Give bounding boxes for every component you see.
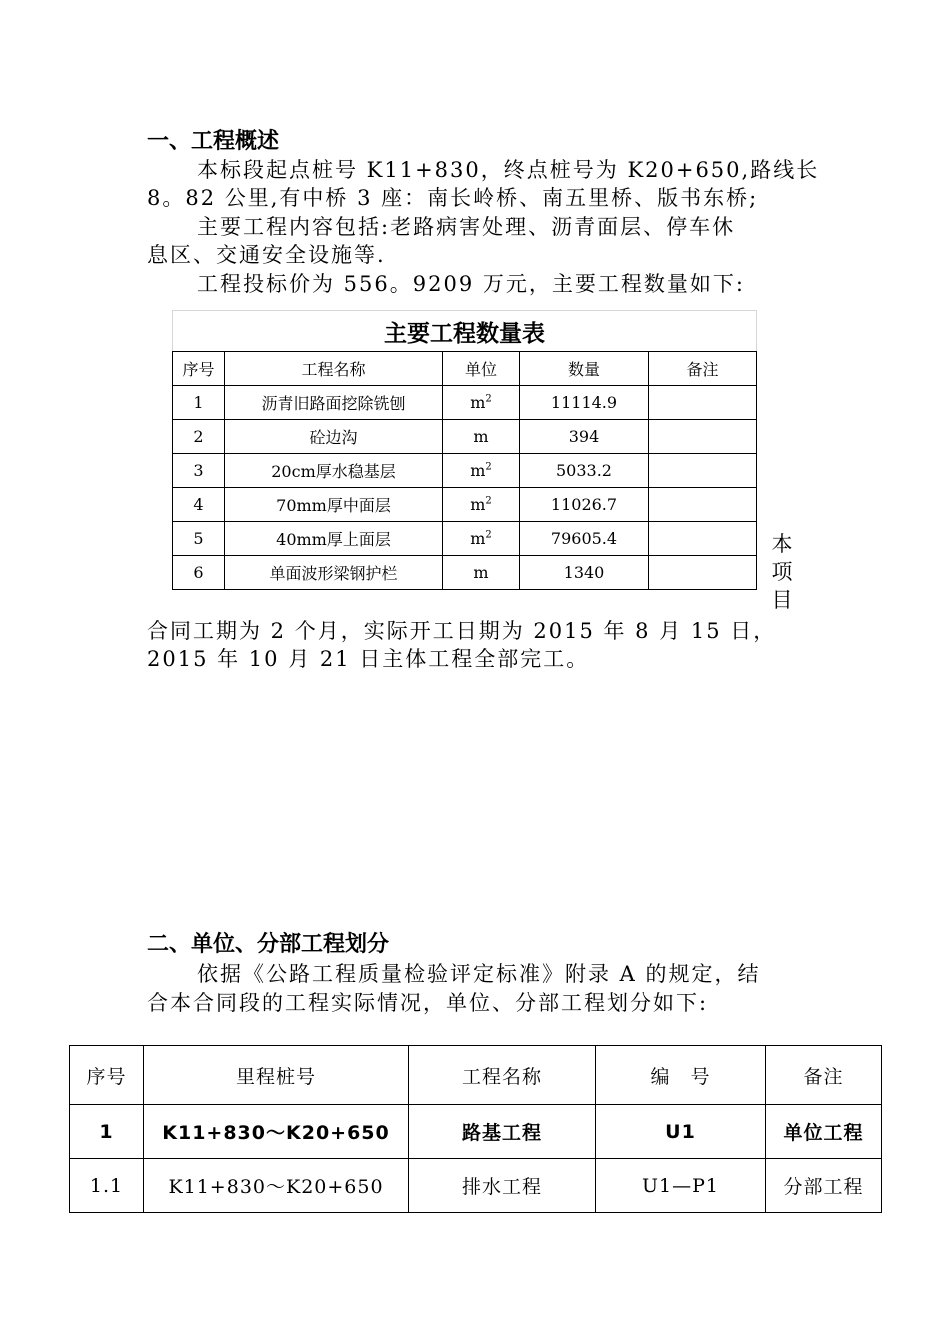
- period-line-1: 合同工期为 2 个月，实际开工日期为 2015 年 8 月 15 日，: [147, 619, 777, 643]
- row-no: 5: [173, 522, 225, 556]
- side-char: 目: [771, 588, 793, 612]
- section1-heading: 一、工程概述: [147, 129, 280, 154]
- row-no: 4: [173, 488, 225, 522]
- row-name: 20cm厚水稳基层: [225, 454, 443, 488]
- row-unit: [443, 386, 520, 420]
- row-station: K11+830～K20+650: [144, 1159, 409, 1213]
- table-row: [70, 1105, 882, 1159]
- section2-line-1: 依据《公路工程质量检验评定标准》附录 A 的规定，结: [197, 962, 761, 986]
- row-note: [649, 454, 757, 488]
- row-unit: [443, 420, 520, 454]
- section2-line-2: 合本合同段的工程实际情况，单位、分部工程划分如下:: [147, 991, 709, 1015]
- unit-text: m: [473, 563, 489, 582]
- period-line-2: 2015 年 10 月 21 日主体工程全部完工。: [147, 647, 590, 671]
- table-row: [173, 420, 757, 454]
- row-qty: 11026.7: [520, 488, 649, 522]
- unit-sup: 2: [485, 461, 492, 473]
- quantity-table-title: 主要工程数量表: [173, 311, 757, 352]
- row-name: 排水工程: [409, 1159, 596, 1213]
- table-row: [70, 1159, 882, 1213]
- row-note: 单位工程: [766, 1105, 882, 1159]
- header-cell: 工程名称: [409, 1046, 596, 1105]
- header-cell: 备注: [766, 1046, 882, 1105]
- row-qty: 79605.4: [520, 522, 649, 556]
- header-cell: 数量: [520, 352, 649, 386]
- division-table: [69, 1045, 882, 1213]
- table-row: [173, 522, 757, 556]
- row-name: 单面波形梁钢护栏: [225, 556, 443, 590]
- side-char: 本: [771, 532, 793, 556]
- header-cell: 编 号: [596, 1046, 766, 1105]
- unit-sup: 2: [485, 495, 492, 507]
- row-name: 砼边沟: [225, 420, 443, 454]
- header-cell: 里程桩号: [144, 1046, 409, 1105]
- row-unit: [443, 488, 520, 522]
- unit-text: m: [473, 427, 489, 446]
- unit-text: m: [470, 461, 486, 480]
- quantity-table-title-row: [173, 311, 757, 352]
- table-row: [173, 386, 757, 420]
- row-code: U1: [596, 1105, 766, 1159]
- row-note: [649, 556, 757, 590]
- row-name: 路基工程: [409, 1105, 596, 1159]
- division-table-header-row: [70, 1046, 882, 1105]
- unit-sup: 2: [485, 393, 492, 405]
- unit-text: m: [470, 495, 486, 514]
- quantity-table-header-row: [173, 352, 757, 386]
- unit-text: m: [470, 529, 486, 548]
- header-cell: 序号: [70, 1046, 144, 1105]
- table-row: [173, 454, 757, 488]
- unit-text: m: [470, 393, 486, 412]
- row-code: U1—P1: [596, 1159, 766, 1213]
- row-station: K11+830～K20+650: [144, 1105, 409, 1159]
- section1-line-2: 8。82 公里,有中桥 3 座：南长岭桥、南五里桥、版书东桥;: [147, 186, 759, 210]
- section1-line-1: 本标段起点桩号 K11+830，终点桩号为 K20+650,路线长: [197, 158, 820, 182]
- row-note: [649, 420, 757, 454]
- row-no: 6: [173, 556, 225, 590]
- row-no: 1: [70, 1105, 144, 1159]
- row-no: 1.1: [70, 1159, 144, 1213]
- row-no: 1: [173, 386, 225, 420]
- row-note: 分部工程: [766, 1159, 882, 1213]
- unit-sup: 2: [485, 529, 492, 541]
- side-char: 项: [771, 560, 793, 584]
- row-unit: [443, 556, 520, 590]
- row-note: [649, 488, 757, 522]
- row-qty: 1340: [520, 556, 649, 590]
- table-row: [173, 556, 757, 590]
- row-note: [649, 522, 757, 556]
- row-name: 70mm厚中面层: [225, 488, 443, 522]
- header-cell: 序号: [173, 352, 225, 386]
- section1-line-3: 主要工程内容包括:老路病害处理、沥青面层、停车休: [197, 215, 736, 239]
- row-name: 40mm厚上面层: [225, 522, 443, 556]
- row-qty: 394: [520, 420, 649, 454]
- row-qty: 11114.9: [520, 386, 649, 420]
- header-cell: 工程名称: [225, 352, 443, 386]
- side-vertical-text: [770, 530, 794, 614]
- row-qty: 5033.2: [520, 454, 649, 488]
- row-name: 沥青旧路面挖除铣刨: [225, 386, 443, 420]
- section1-line-4: 息区、交通安全设施等.: [147, 243, 386, 267]
- row-no: 3: [173, 454, 225, 488]
- header-cell: 备注: [649, 352, 757, 386]
- table-row: [173, 488, 757, 522]
- section1-line-5: 工程投标价为 556。9209 万元，主要工程数量如下:: [197, 272, 745, 296]
- row-note: [649, 386, 757, 420]
- section2-heading: 二、单位、分部工程划分: [147, 932, 390, 957]
- row-unit: [443, 522, 520, 556]
- row-unit: [443, 454, 520, 488]
- quantity-table: [172, 310, 757, 590]
- row-no: 2: [173, 420, 225, 454]
- header-cell: 单位: [443, 352, 520, 386]
